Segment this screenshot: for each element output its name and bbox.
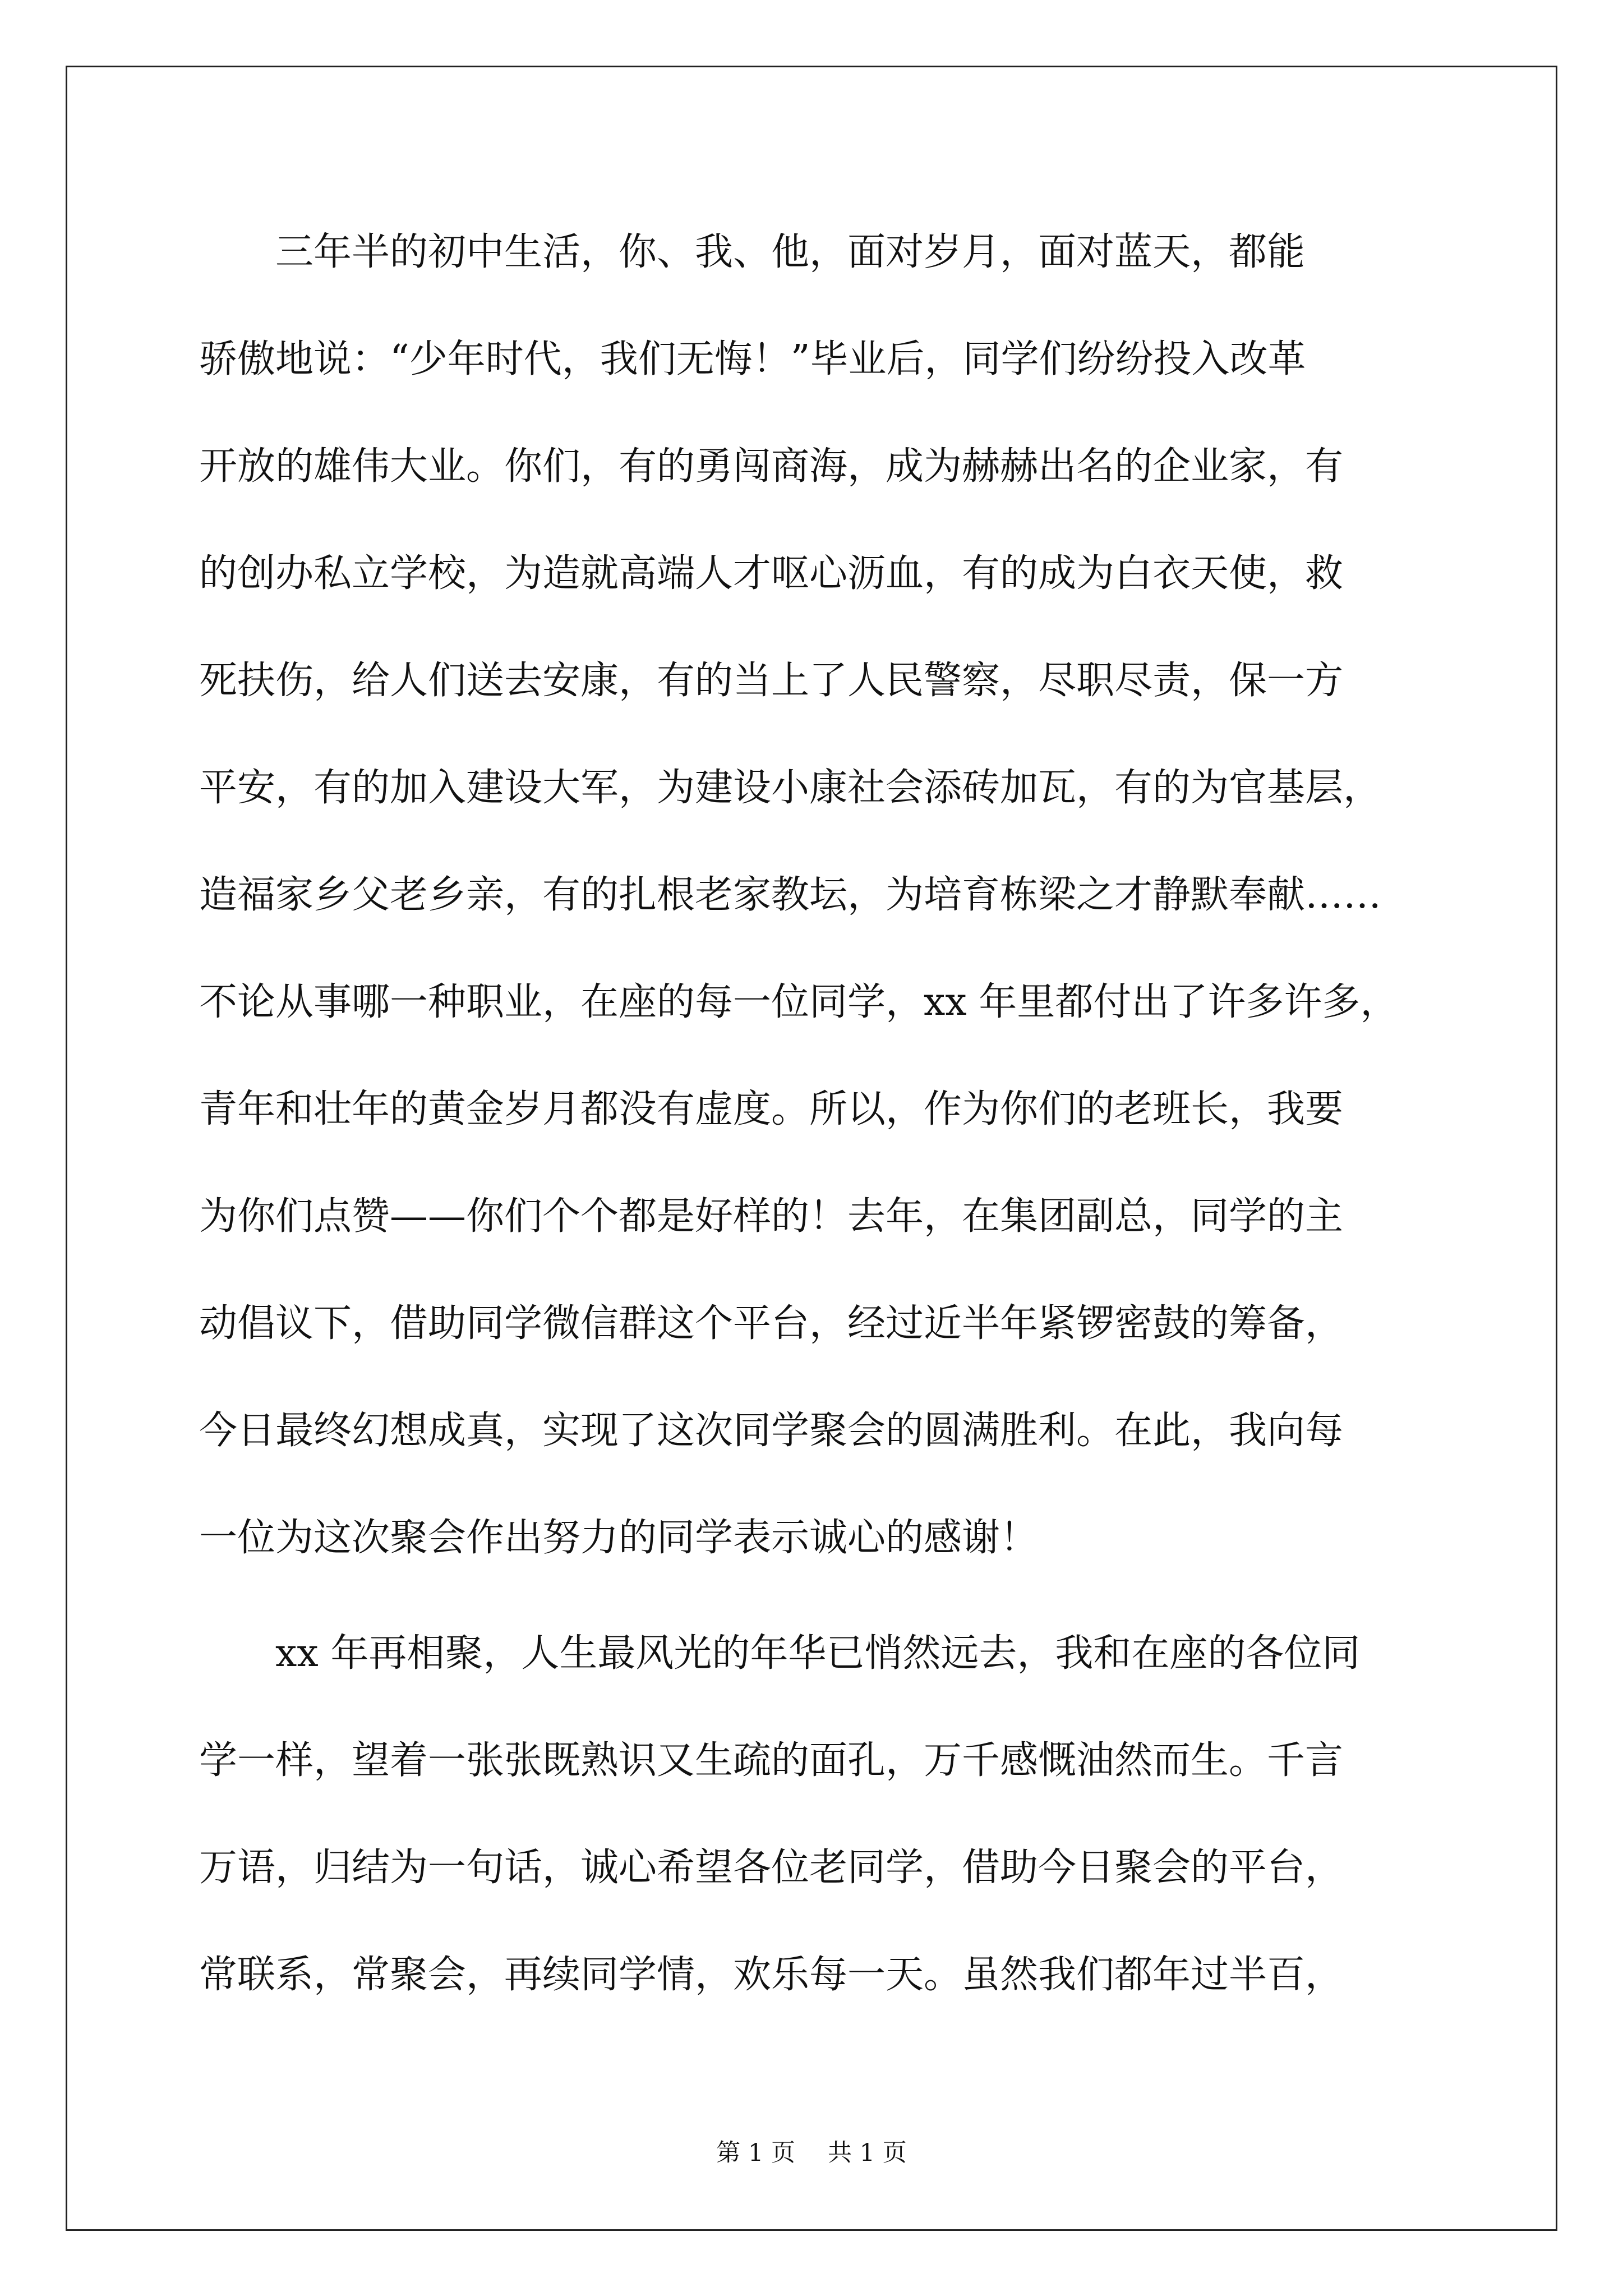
text-line: 动倡议下，借助同学微信群这个平台，经过近半年紧锣密鼓的筹备， [199, 1301, 1344, 1346]
paragraph-1 [199, 212, 1427, 1605]
page-total: 共 1 页 [828, 2139, 907, 2167]
text-line: 学一样，望着一张张既熟识又生疏的面孔，万千感慨油然而生。千言 [199, 1738, 1344, 1783]
page-number: 第 1 页 [716, 2139, 795, 2167]
text-line: 造福家乡父老乡亲，有的扎根老家教坛，为培育栋梁之才静默奉献…… [199, 873, 1382, 917]
text-line: 的创办私立学校，为造就高端人才呕心沥血，有的成为白衣天使，救 [199, 551, 1344, 596]
text-line: 骄傲地说：“少年时代，我们无悔！”毕业后，同学们纷纷投入改革 [199, 337, 1306, 381]
text-line: 为你们点赞——你们个个都是好样的！去年，在集团副总，同学的主 [199, 1194, 1344, 1239]
text-line: 万语，归结为一句话，诚心希望各位老同学，借助今日聚会的平台， [199, 1846, 1344, 1890]
text-line: 常联系，常聚会，再续同学情，欢乐每一天。虽然我们都年过半百， [199, 1953, 1344, 1997]
page-footer [0, 2136, 1623, 2170]
text-line: 青年和壮年的黄金岁月都没有虚度。所以，作为你们的老班长，我要 [199, 1087, 1344, 1131]
text-line: xx 年再相聚，人生最风光的年华已悄然远去，我和在座的各位同 [275, 1631, 1361, 1676]
text-line: 今日最终幻想成真，实现了这次同学聚会的圆满胜利。在此，我向每 [199, 1409, 1344, 1453]
text-line: 开放的雄伟大业。你们，有的勇闯商海，成为赫赫出名的企业家，有 [199, 444, 1344, 489]
text-line: 三年半的初中生活，你、我、他，面对岁月，面对蓝天，都能 [275, 230, 1306, 274]
text-line: 不论从事哪一种职业，在座的每一位同学，xx 年里都付出了许多许多， [199, 980, 1399, 1024]
document-body [199, 212, 1427, 2042]
paragraph-2 [199, 1613, 1427, 2042]
text-line: 死扶伤，给人们送去安康，有的当上了人民警察，尽职尽责，保一方 [199, 659, 1344, 703]
text-line: 一位为这次聚会作出努力的同学表示诚心的感谢！ [199, 1516, 1039, 1560]
text-line: 平安，有的加入建设大军，为建设小康社会添砖加瓦，有的为官基层， [199, 766, 1382, 810]
